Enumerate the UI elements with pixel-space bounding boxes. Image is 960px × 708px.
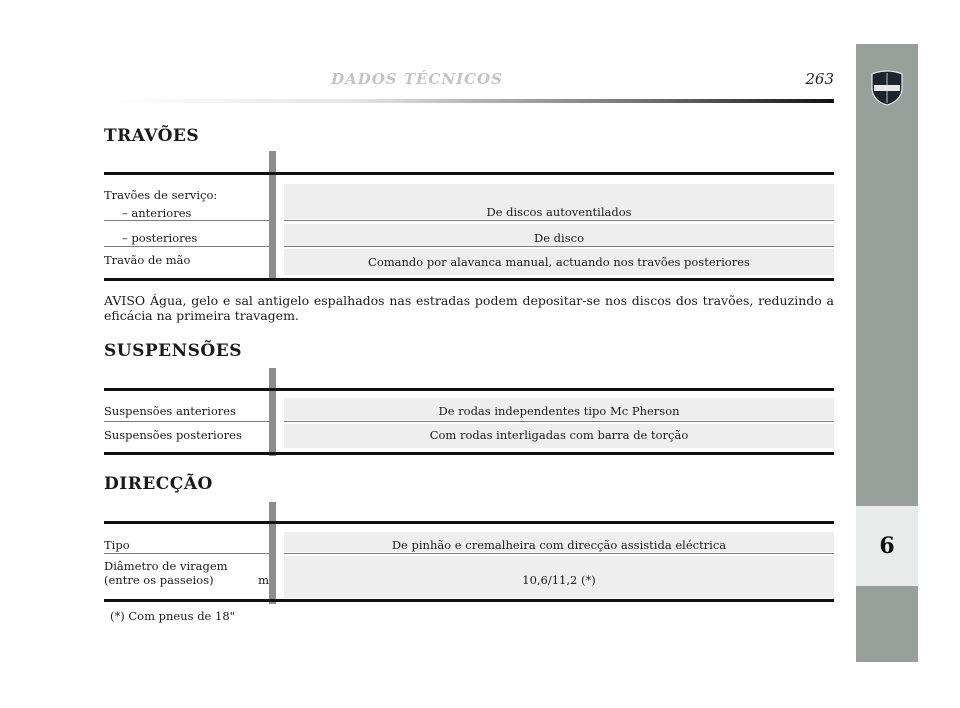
table-divider [269,368,276,456]
brakes-table [104,151,834,281]
row-value: De pinhão e cremalheira com direcção assistida eléctrica [284,532,834,552]
header-rule [104,99,834,103]
row-separator [284,220,834,221]
section-title-suspensoes: SUSPENSÕES [104,341,242,361]
table-top-rule [104,521,834,524]
row-value: Comando por alavanca manual, actuando nos travões posteriores [284,249,834,275]
row-label: Suspensões posteriores [104,428,242,442]
table-top-rule [104,172,834,175]
row-label: Travão de mão [104,253,191,267]
table-bottom-rule [104,452,834,455]
row-separator [104,553,269,554]
row-separator [104,246,269,247]
row-label: Tipo [104,538,130,552]
running-title: DADOS TÉCNICOS [331,70,503,88]
suspension-table [104,368,834,456]
row-separator [104,220,269,221]
row-separator [284,553,834,554]
chapter-number[interactable]: 6 [856,504,918,588]
row-label: Travões de serviço: [104,188,218,202]
table-divider [269,502,276,604]
table-divider [269,151,276,281]
footnote: (*) Com pneus de 18" [110,609,235,623]
brakes-notice: AVISO Água, gelo e sal antigelo espalhados nas estradas podem depositar-se nos discos dos travões, reduzindo a eficácia na primeira travagem. [104,293,834,323]
steering-table [104,502,834,604]
lancia-logo-icon [870,70,904,106]
row-value: De rodas independentes tipo Mc Pherson [284,398,834,420]
row-label: Suspensões anteriores [104,404,236,418]
page-number: 263 [805,70,834,88]
row-label [104,559,269,587]
row-value: Com rodas interligadas com barra de torção [284,424,834,448]
label-line: Diâmetro de viragem [104,559,228,573]
label-line: (entre os passeios) m [104,573,269,587]
table-bottom-rule [104,278,834,281]
unit-label: m [258,573,269,587]
row-value: De discos autoventilados [284,184,834,219]
row-label: – posteriores [122,231,198,245]
row-value: De disco [284,224,834,246]
table-top-rule [104,388,834,391]
table-bottom-rule [104,599,834,602]
section-title-direccao: DIRECÇÃO [104,474,213,494]
row-label: – anteriores [122,206,192,220]
section-title-travoes: TRAVÕES [104,126,200,146]
row-separator [284,421,834,422]
row-value: 10,6/11,2 (*) [284,556,834,598]
row-separator [284,246,834,247]
chapter-side-tab [856,44,918,662]
row-separator [104,421,269,422]
